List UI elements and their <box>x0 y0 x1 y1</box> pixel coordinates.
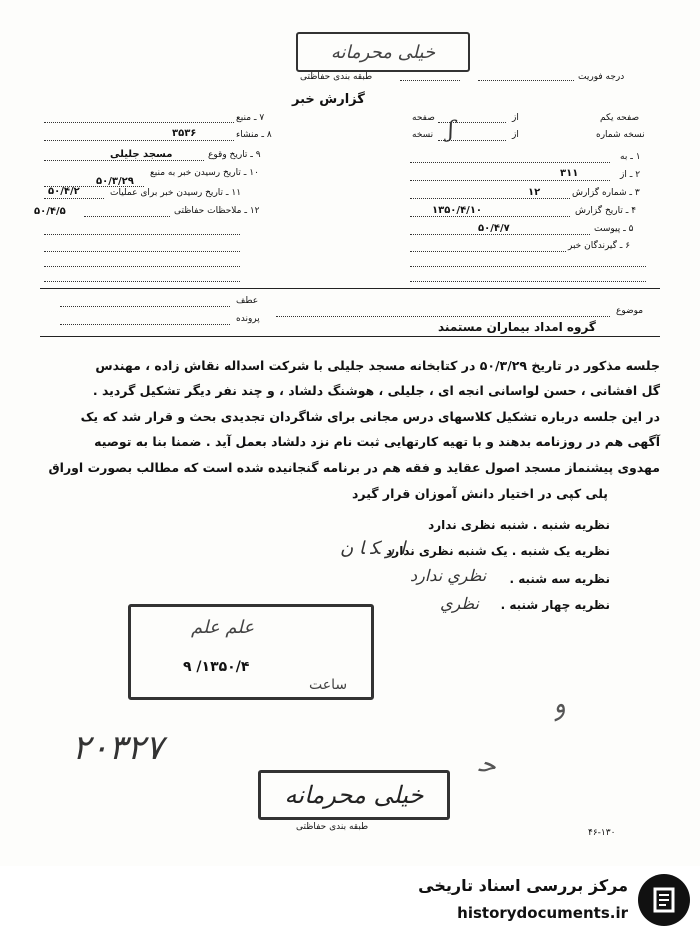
parvandeh-label: پرونده <box>236 314 260 324</box>
report-date-value: ۱۳۵۰/۴/۱۰ <box>432 205 483 216</box>
origin-value: ۳۵۳۶ <box>172 128 197 139</box>
to-label: ۱ ـ به <box>620 152 641 162</box>
opinion-wednesday: نظریه چهار شنبه . <box>500 598 610 612</box>
bottom-caption: طبقه بندی حفاظتی <box>296 822 369 832</box>
footer <box>0 866 700 936</box>
top-stamp-text: خیلی محرمانه <box>330 41 436 63</box>
subject-value: گروه امداد بیماران مستمند <box>438 320 596 334</box>
time-stamp <box>128 604 374 700</box>
footer-org-name: مرکز بررسی اسناد تاریخی <box>418 876 628 895</box>
report-no-value: ۱۲ <box>528 187 541 198</box>
form-code: ۴۶-۱۳۰ <box>588 828 616 838</box>
archive-logo-icon <box>638 874 690 926</box>
opinion-sunday: نظریه یک شنبه . یک شنبه نظری ندارد <box>386 544 610 558</box>
event-date-value: مسجد جلیلی <box>110 149 173 160</box>
scribble-right-2: ﺣ <box>476 748 500 782</box>
bottom-stamp-text: خیلی محرمانه <box>284 781 424 809</box>
time-stamp-date: ۱۳۵۰/۴/ ۹ <box>183 659 250 675</box>
report-date-label: ۴ ـ تاریخ گزارش <box>575 206 637 216</box>
page-number-label: صفحه یکم <box>600 113 640 123</box>
attachment-value: ۵۰/۴/۷ <box>478 223 510 234</box>
copy-tail-label: نسخه <box>412 130 434 140</box>
copy-number-label: نسخه شماره <box>596 130 645 140</box>
source-label: ۷ ـ منبع <box>236 113 265 123</box>
opinion-tuesday: نظریه سه شنبه . <box>509 572 610 586</box>
origin-label: ۸ ـ منشاء <box>236 130 272 140</box>
receivers-label: ۶ ـ گیرندگان خبر <box>568 241 631 251</box>
agency-date-label: ۱۱ ـ تاریخ رسیدن خبر برای عملیات <box>110 188 242 198</box>
signature-1: ﺍ ﺭ ﻜ ﺎ ﻥ <box>340 538 406 559</box>
time-stamp-label: ساعت <box>309 677 348 693</box>
notes-value: ۵۰/۴/۵ <box>34 206 66 217</box>
subject-label: موضوع <box>616 306 644 316</box>
opinion-saturday: نظریه شنبه . شنبه نظری ندارد <box>428 518 610 532</box>
page-from-label: از <box>512 113 519 123</box>
body-line-4: آگهی هم در روزنامه بدهند و با تهیه کارتهایی ثبت نام نزد دلشاد بعمل آید . ضمنا بنا به توصیه <box>94 434 660 449</box>
body-line-1: جلسه مذکور در تاریخ ۵۰/۳/۲۹ در کتابخانه مسجد جلیلی با شرکت اسداله نقاش زاده ، مهندس <box>95 358 660 373</box>
bottom-classification-stamp <box>258 770 450 820</box>
body-line-5: مهدوی پیشنماز مسجد اصول عقاید و فقه هم در برنامه گنجانیده شده است که مطالب بصورت اوراق <box>48 460 660 475</box>
from-label: ۲ ـ از <box>620 170 641 180</box>
top-classification-stamp <box>296 32 470 72</box>
scribble-right-1: ﻭ <box>547 688 570 722</box>
report-title: گزارش خبر <box>292 92 365 107</box>
body-line-2: گل افشانی ، حسن لواسانی انجه ای ، جلیلی ، هوشنگ دلشاد ، و چند نفر دیگر تشکیل گردید . <box>92 383 660 398</box>
from-value: ۳۱۱ <box>560 168 579 179</box>
body-line-6: پلی کپی در اختیار دانش آموزان قرار گیرد <box>352 486 608 501</box>
attachment-label: ۵ ـ پیوست <box>594 224 634 234</box>
time-stamp-scribble: ﻋﻠﻢ ﻋﻠﻢ <box>191 617 255 638</box>
footer-site[interactable]: historydocuments.ir <box>457 904 628 922</box>
copy-from-label: از <box>512 130 519 140</box>
agency-date-value: ۵۰/۴/۲ <box>48 186 80 197</box>
page-tail-label: صفحه <box>412 113 435 123</box>
signature-2: ﻧﻈﺮﻱ ﻧﺪﺍﺭﺩ <box>410 566 487 585</box>
report-no-label: ۳ ـ شماره گزارش <box>572 188 640 198</box>
classification-caption: طبقه بندی حفاظتی <box>300 72 373 82</box>
received-date-label: ۱۰ ـ تاریخ رسیدن خبر به منبع <box>150 168 259 178</box>
handwritten-number: ۲۰۳۲۷ <box>72 728 164 768</box>
signature-3: ﻧﻈﺮﻱ <box>440 594 479 613</box>
urgency-label: درجه فوریت <box>578 72 625 82</box>
body-line-3: در این جلسه درباره تشکیل کلاسهای درس مجانی برای شاگردان تجدیدی بحث و قرار شد که یک <box>80 409 660 424</box>
atf-label: عطف <box>236 296 259 306</box>
event-date-label: ۹ ـ تاریخ وقوع <box>208 150 261 160</box>
handwritten-mark: ʃ <box>448 118 454 143</box>
notes-label: ۱۲ ـ ملاحظات حفاظتی <box>174 206 260 216</box>
received-date-value: ۵۰/۳/۲۹ <box>96 176 134 187</box>
